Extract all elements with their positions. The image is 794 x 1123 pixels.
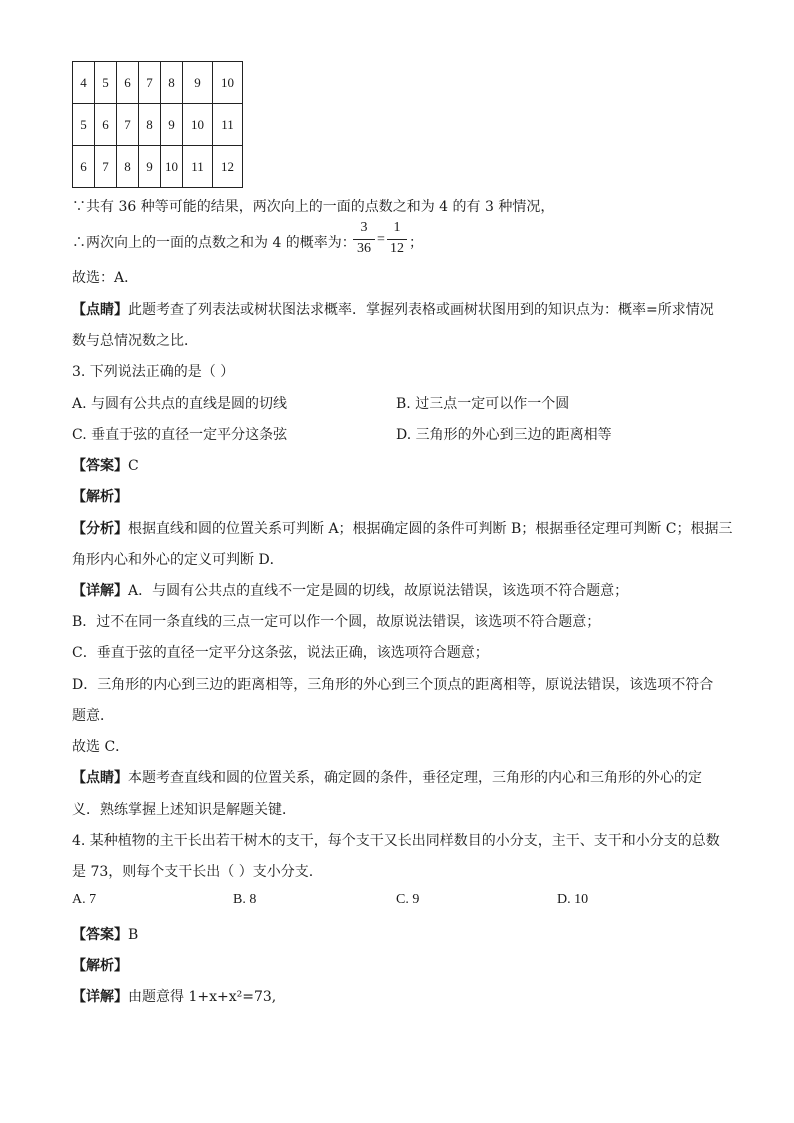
answer-value: B [128,927,139,943]
q3-option-a: A. 与圆有公共点的直线是圆的切线 [72,396,288,412]
fraction-numerator: 3 [360,220,368,235]
q3-detail-d1: D．三角形的内心到三边的距离相等，三角形的外心到三个顶点的距离相等，原说法错误，该选项不符合 [72,677,714,693]
table-cell: 6 [95,104,117,146]
q3-option-c: C. 垂直于弦的直径一定平分这条弦 [72,427,288,443]
q4-answer-line [72,924,138,944]
table-cell: 5 [73,104,95,146]
therefore-prefix: ∴两次向上的一面的点数之和为 4 的概率为： [72,235,356,251]
table-row [73,104,243,146]
answer-tag: 【答案】 [72,458,128,474]
table-cell: 10 [161,146,183,188]
table-cell: 10 [183,104,213,146]
q3-answer-line [72,455,139,475]
q3-detail-b: B．过不在同一条直线的三点一定可以作一个圆，故原说法错误，该选项不符合题意； [72,614,601,630]
table-cell: 9 [183,62,213,104]
q4-stem-line2: 是 73，则每个支干长出（ ）支小分支. [72,864,314,880]
q3-comment-line1 [72,767,702,787]
detail-text: A．与圆有公共点的直线不一定是圆的切线，故原说法错误，该选项不符合题意； [128,583,629,599]
table-cell: 5 [95,62,117,104]
fraction-denominator: 12 [390,241,404,256]
q4-stem-line1: 4. 某种植物的主干长出若干树木的支干，每个支干又长出同样数目的小分支，主干、支干和小分支的总数 [72,833,720,849]
q3-option-b: B. 过三点一定可以作一个圆 [396,396,570,412]
q3-comment-line2: 义．熟练掌握上述知识是解题关键． [72,802,296,818]
fraction-bar [387,239,407,240]
answer-tag: 【答案】 [72,927,128,943]
table-cell: 6 [73,146,95,188]
table-cell: 10 [213,62,243,104]
equals-sign: = [377,232,385,247]
q3-fenxi-line2: 角形内心和外心的定义可判断 D． [72,552,284,568]
table-cell: 9 [139,146,161,188]
comment-text: 本题考查直线和圆的位置关系，确定圆的条件，垂径定理，三角形的内心和三角形的外心的定 [128,770,702,786]
q2-comment-line1 [72,299,714,319]
q4-option-a: A. 7 [72,892,97,907]
fraction-bar [353,239,375,240]
table-cell: 6 [117,62,139,104]
q3-choice: 故选 C． [72,739,130,755]
comment-text: 此题考查了列表法或树状图法求概率．掌握列表格或画树状图用到的知识点为：概率=所求情况 [128,302,714,318]
detail-tag: 【详解】 [72,989,128,1005]
table-cell: 7 [117,104,139,146]
table-cell: 11 [183,146,213,188]
q3-analysis-tag: 【解析】 [72,489,128,505]
fenxi-text: 根据直线和圆的位置关系可判断 A；根据确定圆的条件可判断 B；根据垂径定理可判断 C；根据三 [128,521,733,537]
q2-comment-line2: 数与总情况数之比． [72,333,198,349]
because-line: ∵共有 36 种等可能的结果，两次向上的一面的点数之和为 4 的有 3 种情况， [72,199,555,215]
table-cell: 11 [213,104,243,146]
table-cell: 4 [73,62,95,104]
q3-detail-a [72,580,628,600]
q4-option-d: D. 10 [557,892,589,907]
table-cell: 9 [161,104,183,146]
q3-option-d: D. 三角形的外心到三边的距离相等 [396,427,612,443]
q4-option-c: C. 9 [396,892,420,907]
detail-tag: 【详解】 [72,583,128,599]
q3-stem: 3. 下列说法正确的是（ ） [72,364,235,380]
table-cell: 8 [139,104,161,146]
table-row [73,62,243,104]
table-cell: 12 [213,146,243,188]
fraction-3-36 [353,220,375,259]
q4-detail-line [72,986,276,1006]
therefore-line [72,232,356,252]
sum-table [72,61,243,188]
comment-tag: 【点睛】 [72,302,128,318]
table-row [73,146,243,188]
table-cell: 8 [161,62,183,104]
q3-fenxi-line1 [72,518,732,538]
q3-detail-d2: 题意． [72,708,114,724]
q3-detail-c: C．垂直于弦的直径一定平分这条弦，说法正确，该选项符合题意； [72,645,489,661]
table-cell: 8 [117,146,139,188]
fraction-1-12 [387,220,407,259]
answer-value: C [128,458,139,474]
q4-analysis-tag: 【解析】 [72,958,128,974]
fraction-numerator: 1 [393,220,401,235]
q2-choice: 故选：A． [72,270,139,286]
detail-text: 由题意得 1+x+x²=73, [128,989,277,1005]
table-cell: 7 [95,146,117,188]
fraction-denominator: 36 [357,241,371,256]
table-cell: 7 [139,62,161,104]
comment-tag: 【点睛】 [72,770,128,786]
fenxi-tag: 【分析】 [72,521,128,537]
fraction-suffix: ； [409,235,423,251]
q4-option-b: B. 8 [233,892,257,907]
